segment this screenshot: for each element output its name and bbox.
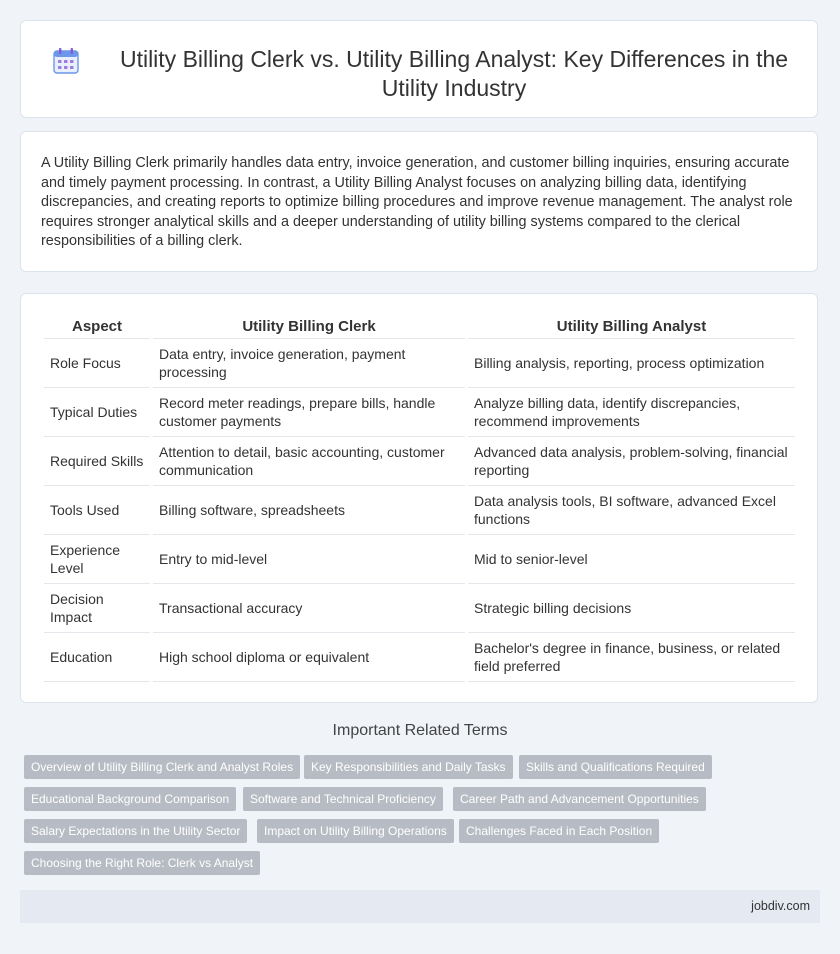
cell-aspect: Typical Duties xyxy=(44,388,150,437)
cell-analyst: Data analysis tools, BI software, advanced Excel functions xyxy=(468,486,795,535)
cell-clerk: Data entry, invoice generation, payment processing xyxy=(153,339,465,388)
cell-analyst: Mid to senior-level xyxy=(468,535,795,584)
related-term-link[interactable]: Educational Background Comparison xyxy=(24,787,236,811)
title-card xyxy=(20,20,818,118)
cell-clerk: Entry to mid-level xyxy=(153,535,465,584)
cell-aspect: Role Focus xyxy=(44,339,150,388)
intro-card xyxy=(20,131,818,272)
related-term-link[interactable]: Software and Technical Proficiency xyxy=(243,787,443,811)
intro-paragraph: A Utility Billing Clerk primarily handles data entry, invoice generation, and customer billing inquiries, ensuring accurate and timely payment processing. In contrast, a Utility Billing Analyst focuses on analyzing billing data, identifying discrepancies, and creating reports to optimize billing procedures and improve revenue management. The analyst role requires stronger analytical skills and a deeper understanding of utility billing systems compared to the clerical responsibilities of a billing clerk. xyxy=(41,155,793,249)
header-clerk: Utility Billing Clerk xyxy=(153,314,465,339)
cell-clerk: Transactional accuracy xyxy=(153,584,465,633)
table-header-row xyxy=(44,314,795,339)
cell-clerk: Billing software, spreadsheets xyxy=(153,486,465,535)
cell-aspect: Decision Impact xyxy=(44,584,150,633)
cell-clerk: High school diploma or equivalent xyxy=(153,633,465,682)
related-term-link[interactable]: Salary Expectations in the Utility Sector xyxy=(24,819,247,843)
related-term-link[interactable]: Key Responsibilities and Daily Tasks xyxy=(304,755,513,779)
related-term-link[interactable]: Overview of Utility Billing Clerk and Analyst Roles xyxy=(24,755,300,779)
cell-aspect: Experience Level xyxy=(44,535,150,584)
related-term-link[interactable]: Choosing the Right Role: Clerk vs Analyst xyxy=(24,851,260,875)
related-term-link[interactable]: Challenges Faced in Each Position xyxy=(459,819,659,843)
table-row xyxy=(44,535,795,584)
cell-analyst: Advanced data analysis, problem-solving, financial reporting xyxy=(468,437,795,486)
cell-aspect: Education xyxy=(44,633,150,682)
header-analyst: Utility Billing Analyst xyxy=(468,314,795,339)
table-row xyxy=(44,339,795,388)
cell-analyst: Billing analysis, reporting, process optimization xyxy=(468,339,795,388)
cell-analyst: Analyze billing data, identify discrepancies, recommend improvements xyxy=(468,388,795,437)
cell-aspect: Tools Used xyxy=(44,486,150,535)
related-term-link[interactable]: Career Path and Advancement Opportunities xyxy=(453,787,706,811)
comparison-table xyxy=(41,314,798,682)
related-term-link[interactable]: Impact on Utility Billing Operations xyxy=(257,819,454,843)
related-term-link[interactable]: Skills and Qualifications Required xyxy=(519,755,712,779)
table-row xyxy=(44,388,795,437)
cell-aspect: Required Skills xyxy=(44,437,150,486)
cell-clerk: Record meter readings, prepare bills, handle customer payments xyxy=(153,388,465,437)
footer xyxy=(20,890,820,923)
cell-analyst: Strategic billing decisions xyxy=(468,584,795,633)
comparison-card xyxy=(20,293,818,703)
table-row xyxy=(44,437,795,486)
table-row xyxy=(44,633,795,682)
page-title: Utility Billing Clerk vs. Utility Billing Analyst: Key Differences in the Utility Industry xyxy=(119,46,789,101)
table-row xyxy=(44,584,795,633)
table-row xyxy=(44,486,795,535)
footer-site-link[interactable]: jobdiv.com xyxy=(751,899,810,913)
cell-analyst: Bachelor's degree in finance, business, or related field preferred xyxy=(468,633,795,682)
header-aspect: Aspect xyxy=(44,314,150,339)
cell-clerk: Attention to detail, basic accounting, customer communication xyxy=(153,437,465,486)
related-terms-heading: Important Related Terms xyxy=(332,722,508,739)
